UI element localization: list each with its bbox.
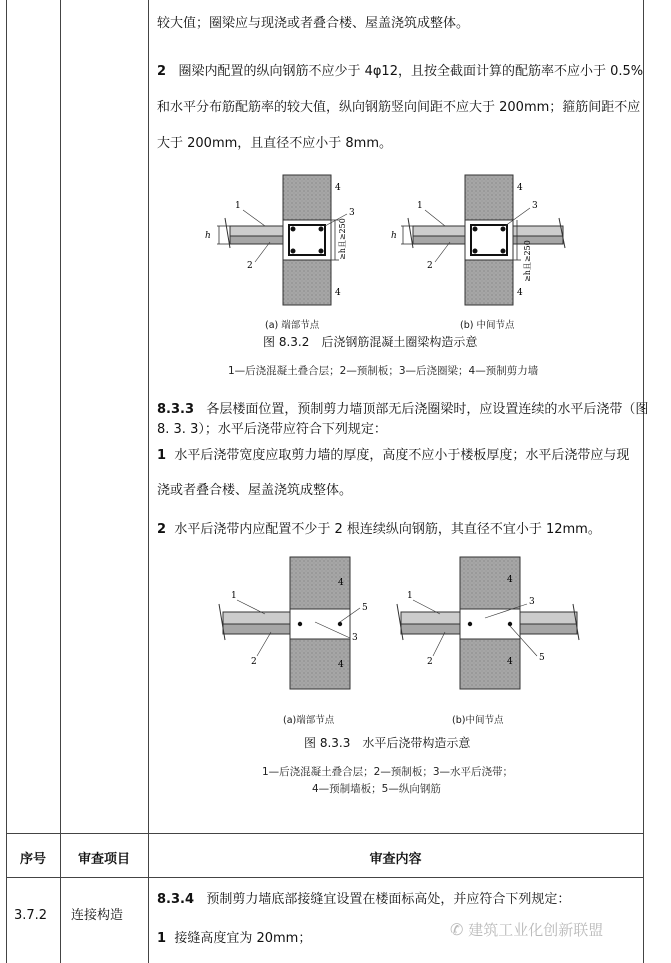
label-2: 2 (427, 261, 433, 271)
dim-250-label: ≥h且≥250 (523, 240, 532, 282)
label-1: 1 (407, 591, 413, 601)
header-top-line (6, 833, 643, 834)
label-3: 3 (532, 201, 538, 211)
text-line: 浇或者叠合楼、屋盖浇筑成整体。 (157, 483, 353, 498)
label-4: 4 (335, 183, 341, 193)
section-number: 8.3.4 (157, 892, 195, 907)
item-text: 圈梁内配置的纵向钢筋不应少于 4φ12，且按全截面计算的配筋率不应小于 0.5% (178, 64, 644, 79)
figure-8-3-2-b-caption: (b) 中间节点 (460, 320, 515, 331)
label-4: 4 (507, 657, 513, 667)
label-1: 1 (235, 201, 241, 211)
text-line (157, 62, 643, 82)
section-text: 各层楼面位置，预制剪力墙顶部无后浇圈梁时，应设置连续的水平后浇带（图 (206, 402, 649, 417)
watermark (450, 919, 603, 940)
table-border-right (643, 0, 644, 963)
label-5: 5 (362, 603, 368, 613)
figure-8-3-3-drawing (215, 552, 595, 702)
item-number: 1 (157, 448, 167, 463)
dim-250-label: ≥h且≥250 (338, 218, 347, 260)
row-number: 3.7.2 (14, 908, 48, 923)
dim-h-label: h (205, 231, 211, 241)
table-border-left (6, 0, 7, 963)
table-divider-2 (148, 0, 149, 963)
figure-8-3-3-b (397, 557, 579, 689)
section-number: 8.3.3 (157, 402, 195, 417)
label-2: 2 (247, 261, 253, 271)
item-number: 1 (157, 931, 167, 946)
text-line: 较大值；圈梁应与现浇或者叠合楼、屋盖浇筑成整体。 (157, 16, 470, 31)
figure-8-3-2-a (205, 175, 355, 305)
item-text: 接缝高度宜为 20mm； (174, 931, 312, 946)
section-8-3-3-line: 8. 3. 3）；水平后浇带应符合下列规定： (157, 422, 387, 437)
figure-8-3-2-drawing (195, 170, 585, 320)
header-no: 序号 (19, 852, 46, 867)
label-5: 5 (539, 653, 545, 663)
text-line: 大于 200mm，且直径不应小于 8mm。 (157, 136, 393, 151)
figure-8-3-3-b-caption: (b)中间节点 (452, 715, 504, 726)
text-line (157, 520, 601, 540)
wechat-icon: ✆ (450, 920, 464, 939)
text-line (157, 446, 629, 466)
dim-h-label: h (391, 231, 397, 241)
label-4: 4 (507, 575, 513, 585)
figure-8-3-2-legend: 1—后浇混凝土叠合层；2—预制板；3—后浇圈梁；4—预制剪力墙 (228, 365, 539, 377)
item-text: 水平后浇带内应配置不少于 2 根连续纵向钢筋，其直径不宜小于 12mm。 (174, 522, 601, 537)
figure-8-3-2-b (391, 175, 565, 305)
header-content: 审查内容 (369, 852, 422, 867)
item-number: 2 (157, 522, 167, 537)
header-bottom-line (6, 877, 643, 878)
figure-8-3-2-a-caption: (a) 端部节点 (265, 320, 320, 331)
label-1: 1 (231, 591, 237, 601)
section-text: 预制剪力墙底部接缝宜设置在楼面标高处，并应符合下列规定： (206, 892, 571, 907)
figure-8-3-3-legend: 1—后浇混凝土叠合层；2—预制板；3—水平后浇带； (262, 766, 514, 778)
label-4: 4 (338, 660, 344, 670)
label-4: 4 (338, 578, 344, 588)
row-item: 连接构造 (71, 908, 124, 923)
label-2: 2 (251, 657, 257, 667)
label-4: 4 (517, 288, 523, 298)
label-3: 3 (352, 633, 358, 643)
item-number: 2 (157, 64, 167, 79)
label-4: 4 (517, 183, 523, 193)
header-item: 审查项目 (77, 852, 130, 867)
row-content-line (157, 929, 311, 949)
figure-8-3-3-legend: 4—预制墙板；5—纵向钢筋 (312, 783, 441, 795)
figure-8-3-3-a-caption: (a)端部节点 (283, 715, 335, 726)
label-4: 4 (335, 288, 341, 298)
figure-8-3-2-title: 图 8.3.2 后浇钢筋混凝土圈梁构造示意 (263, 335, 478, 349)
figure-8-3-3-title: 图 8.3.3 水平后浇带构造示意 (304, 736, 471, 750)
figure-8-3-3-a (219, 557, 368, 689)
item-text: 水平后浇带宽度应取剪力墙的厚度，高度不应小于楼板厚度；水平后浇带应与现 (174, 448, 630, 463)
label-2: 2 (427, 657, 433, 667)
text-line: 和水平分布筋配筋率的较大值，纵向钢筋竖向间距不应大于 200mm；箍筋间距不应 (157, 100, 641, 115)
section-8-3-3-line (157, 400, 648, 420)
label-3: 3 (529, 597, 535, 607)
watermark-text: 建筑工业化创新联盟 (468, 921, 604, 939)
table-divider-1 (60, 0, 61, 963)
label-1: 1 (417, 201, 423, 211)
row-content-line (157, 890, 570, 910)
label-3: 3 (349, 208, 355, 218)
